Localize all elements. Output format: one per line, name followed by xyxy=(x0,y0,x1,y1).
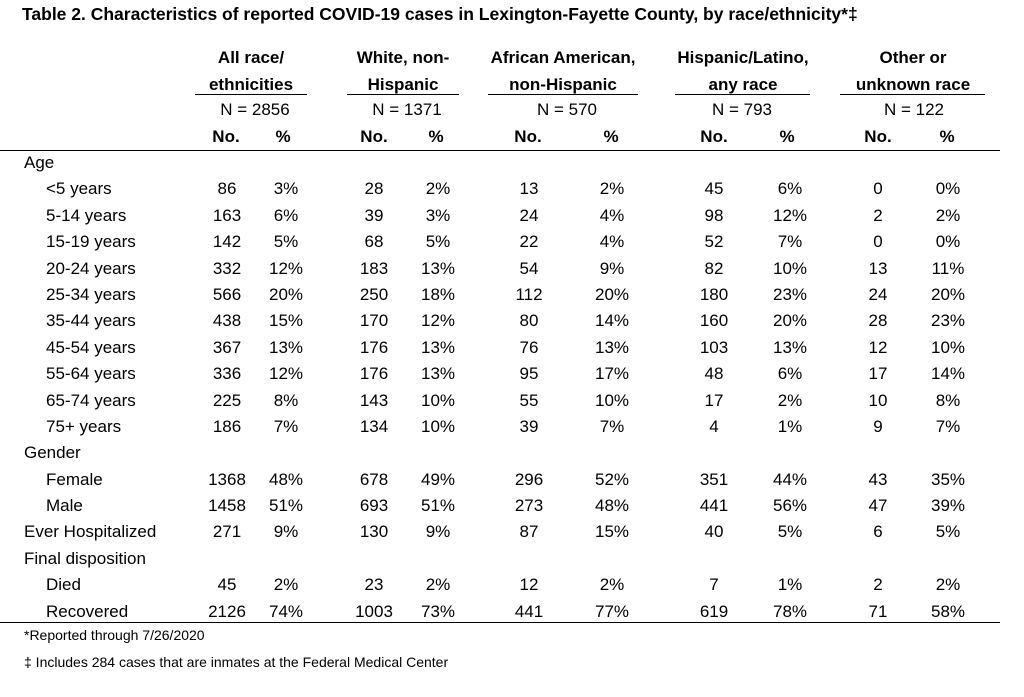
percent-cell: 4% xyxy=(599,205,625,225)
percent-cell: 2% xyxy=(935,205,961,225)
table-body xyxy=(0,150,1024,625)
row-label: 15-19 years xyxy=(46,232,136,252)
row-label: 55-64 years xyxy=(46,364,136,384)
count-cell: 112 xyxy=(515,284,543,304)
percent-cell: 3% xyxy=(273,179,299,199)
table-row xyxy=(0,467,1024,493)
row-label: 5-14 years xyxy=(46,205,127,225)
subheader-no: No. xyxy=(212,127,240,146)
percent-cell: 18% xyxy=(420,284,456,304)
count-cell: 271 xyxy=(212,522,242,542)
percent-cell: 5% xyxy=(935,522,961,542)
table-row xyxy=(0,493,1024,519)
count-cell: 28 xyxy=(364,179,384,199)
subheader-pct: % xyxy=(428,127,444,146)
percent-cell: 51% xyxy=(420,496,456,516)
count-cell: 13 xyxy=(519,179,539,199)
count-cell: 1458 xyxy=(208,496,246,516)
percent-cell: 12% xyxy=(268,258,304,278)
table-row xyxy=(0,308,1024,334)
percent-cell: 51% xyxy=(268,496,304,516)
count-cell: 296 xyxy=(514,469,544,489)
count-cell: 693 xyxy=(359,496,389,516)
percent-cell: 7% xyxy=(935,416,961,436)
subheader-pct: % xyxy=(603,127,619,146)
row-label: Male xyxy=(46,496,83,516)
percent-cell: 6% xyxy=(777,179,803,199)
count-cell: 2 xyxy=(873,575,883,595)
footnote-reported: *Reported through 7/26/2020 xyxy=(24,627,205,643)
count-cell: 176 xyxy=(359,337,389,357)
count-cell: 80 xyxy=(519,311,539,331)
percent-cell: 10% xyxy=(772,258,808,278)
row-label: Ever Hospitalized xyxy=(24,522,157,542)
percent-cell: 7% xyxy=(777,232,803,252)
table-row xyxy=(0,256,1024,282)
percent-cell: 12% xyxy=(268,364,304,384)
table-row xyxy=(0,176,1024,202)
count-cell: 438 xyxy=(212,311,242,331)
count-cell: 0 xyxy=(873,232,883,252)
percent-cell: 8% xyxy=(935,390,961,410)
count-cell: 2 xyxy=(873,205,883,225)
count-cell: 39 xyxy=(519,416,539,436)
count-cell: 23 xyxy=(364,575,384,595)
percent-cell: 2% xyxy=(425,575,451,595)
percent-cell: 10% xyxy=(930,337,966,357)
percent-cell: 2% xyxy=(425,179,451,199)
percent-cell: 4% xyxy=(599,232,625,252)
percent-cell: 11% xyxy=(931,258,965,278)
count-cell: 441 xyxy=(514,601,544,621)
count-cell: 367 xyxy=(212,337,242,357)
percent-cell: 2% xyxy=(777,390,803,410)
count-cell: 163 xyxy=(212,205,242,225)
count-cell: 351 xyxy=(699,469,729,489)
count-cell: 183 xyxy=(359,258,389,278)
count-cell: 130 xyxy=(359,522,389,542)
table-row xyxy=(0,388,1024,414)
percent-cell: 9% xyxy=(425,522,451,542)
percent-cell: 7% xyxy=(599,416,625,436)
percent-cell: 20% xyxy=(930,284,966,304)
table-row xyxy=(0,546,1024,572)
count-cell: 82 xyxy=(704,258,724,278)
subheader-no: No. xyxy=(864,127,892,146)
table-row xyxy=(0,282,1024,308)
row-label: 25-34 years xyxy=(46,284,136,304)
count-cell: 98 xyxy=(704,205,724,225)
count-cell: 186 xyxy=(212,416,242,436)
percent-cell: 13% xyxy=(420,337,456,357)
group-n-all: N = 2856 xyxy=(220,100,290,119)
percent-cell: 1% xyxy=(777,416,803,436)
count-cell: 47 xyxy=(868,496,888,516)
count-cell: 9 xyxy=(873,416,883,436)
row-label: Died xyxy=(46,575,81,595)
percent-cell: 52% xyxy=(594,469,630,489)
percent-cell: 9% xyxy=(599,258,625,278)
percent-cell: 13% xyxy=(420,364,456,384)
count-cell: 12 xyxy=(868,337,888,357)
subheader-pct: % xyxy=(779,127,795,146)
row-label: 45-54 years xyxy=(46,337,136,357)
group-n-hispanic: N = 793 xyxy=(711,100,772,119)
group-header-other: Other or unknown race xyxy=(855,48,971,94)
percent-cell: 10% xyxy=(420,416,456,436)
count-cell: 1368 xyxy=(208,469,246,489)
count-cell: 250 xyxy=(359,284,389,304)
count-cell: 225 xyxy=(212,390,242,410)
subheader-pct: % xyxy=(939,127,955,146)
subheader-pct: % xyxy=(275,127,291,146)
count-cell: 160 xyxy=(699,311,729,331)
count-cell: 40 xyxy=(704,522,724,542)
count-cell: 17 xyxy=(704,390,724,410)
percent-cell: 12% xyxy=(772,205,808,225)
footnote-inmates: ‡ Includes 284 cases that are inmates at the Federal Medical Center xyxy=(24,654,449,670)
percent-cell: 13% xyxy=(594,337,630,357)
count-cell: 24 xyxy=(868,284,888,304)
group-header-white: White, non- Hispanic xyxy=(356,48,450,94)
count-cell: 54 xyxy=(519,258,539,278)
row-label: 75+ years xyxy=(46,416,122,436)
group-n-african-american: N = 570 xyxy=(536,100,597,119)
count-cell: 95 xyxy=(519,364,539,384)
percent-cell: 35% xyxy=(930,469,966,489)
percent-cell: 5% xyxy=(425,232,451,252)
subheader-no: No. xyxy=(514,127,542,146)
percent-cell: 2% xyxy=(599,179,625,199)
count-cell: 6 xyxy=(873,522,883,542)
count-cell: 71 xyxy=(868,601,888,621)
percent-cell: 20% xyxy=(772,311,808,331)
percent-cell: 20% xyxy=(268,284,304,304)
row-label: 65-74 years xyxy=(46,390,136,410)
percent-cell: 6% xyxy=(777,364,803,384)
percent-cell: 48% xyxy=(594,496,630,516)
count-cell: 43 xyxy=(868,469,888,489)
subheader-no: No. xyxy=(700,127,728,146)
percent-cell: 2% xyxy=(273,575,299,595)
row-label: 20-24 years xyxy=(46,258,136,278)
count-cell: 68 xyxy=(364,232,384,252)
percent-cell: 14% xyxy=(594,311,630,331)
count-cell: 332 xyxy=(212,258,242,278)
count-cell: 10 xyxy=(868,390,888,410)
count-cell: 13 xyxy=(868,258,888,278)
percent-cell: 77% xyxy=(594,601,630,621)
percent-cell: 23% xyxy=(772,284,808,304)
percent-cell: 2% xyxy=(935,575,961,595)
row-label: Age xyxy=(24,153,55,172)
table-row xyxy=(0,414,1024,440)
percent-cell: 73% xyxy=(420,601,456,621)
percent-cell: 0% xyxy=(935,232,961,252)
count-cell: 45 xyxy=(217,575,237,595)
percent-cell: 23% xyxy=(930,311,966,331)
percent-cell: 15% xyxy=(594,522,630,542)
percent-cell: 0% xyxy=(935,179,961,199)
percent-cell: 5% xyxy=(777,522,803,542)
row-label: <5 years xyxy=(46,179,112,199)
subheader-no: No. xyxy=(360,127,388,146)
count-cell: 336 xyxy=(212,364,242,384)
percent-cell: 2% xyxy=(599,575,625,595)
row-label: Recovered xyxy=(46,601,129,621)
table-row xyxy=(0,361,1024,387)
percent-cell: 13% xyxy=(420,258,456,278)
count-cell: 170 xyxy=(359,311,389,331)
percent-cell: 3% xyxy=(425,205,451,225)
count-cell: 2126 xyxy=(208,601,246,621)
percent-cell: 58% xyxy=(930,601,966,621)
percent-cell: 56% xyxy=(772,496,808,516)
row-label: Final disposition xyxy=(24,548,146,568)
count-cell: 678 xyxy=(359,469,389,489)
group-n-white: N = 1371 xyxy=(372,100,442,119)
count-cell: 87 xyxy=(519,522,539,542)
row-label: Gender xyxy=(24,443,81,463)
percent-cell: 39% xyxy=(930,496,966,516)
count-cell: 17 xyxy=(868,364,888,384)
count-cell: 12 xyxy=(519,575,539,595)
count-cell: 86 xyxy=(217,179,237,199)
percent-cell: 1% xyxy=(777,575,803,595)
count-cell: 143 xyxy=(359,390,389,410)
count-cell: 7 xyxy=(709,575,719,595)
count-cell: 28 xyxy=(868,311,888,331)
percent-cell: 12% xyxy=(420,311,456,331)
percent-cell: 17% xyxy=(594,364,630,384)
percent-cell: 10% xyxy=(594,390,630,410)
row-label: Female xyxy=(46,469,103,489)
table-bottom-rule xyxy=(0,622,1000,623)
count-cell: 4 xyxy=(709,416,719,436)
count-cell: 134 xyxy=(359,416,389,436)
count-cell: 39 xyxy=(364,205,384,225)
count-cell: 142 xyxy=(212,232,242,252)
table-title: Table 2. Characteristics of reported COVID-19 cases in Lexington-Fayette County, by race/ethnicity*‡ xyxy=(22,4,858,24)
percent-cell: 14% xyxy=(930,364,966,384)
count-cell: 1003 xyxy=(355,601,393,621)
table-row xyxy=(0,150,1024,176)
percent-cell: 9% xyxy=(273,522,299,542)
table-row xyxy=(0,335,1024,361)
percent-cell: 8% xyxy=(273,390,299,410)
percent-cell: 13% xyxy=(772,337,808,357)
percent-cell: 74% xyxy=(268,601,304,621)
table-row xyxy=(0,440,1024,466)
group-n-other: N = 122 xyxy=(883,100,944,119)
count-cell: 180 xyxy=(699,284,729,304)
table-row xyxy=(0,203,1024,229)
row-label: 35-44 years xyxy=(46,311,136,331)
percent-cell: 6% xyxy=(273,205,299,225)
percent-cell: 15% xyxy=(268,311,304,331)
table-row xyxy=(0,229,1024,255)
percent-cell: 49% xyxy=(420,469,456,489)
count-cell: 103 xyxy=(699,337,729,357)
percent-cell: 78% xyxy=(772,601,808,621)
count-cell: 441 xyxy=(699,496,729,516)
count-cell: 0 xyxy=(873,179,883,199)
percent-cell: 44% xyxy=(772,469,808,489)
group-header-all: All race/ ethnicities xyxy=(208,48,294,94)
count-cell: 273 xyxy=(514,496,544,516)
table-row xyxy=(0,572,1024,598)
percent-cell: 10% xyxy=(420,390,456,410)
count-cell: 52 xyxy=(704,232,724,252)
count-cell: 48 xyxy=(704,364,724,384)
count-cell: 176 xyxy=(359,364,389,384)
count-cell: 45 xyxy=(704,179,724,199)
percent-cell: 5% xyxy=(273,232,299,252)
count-cell: 22 xyxy=(519,232,539,252)
count-cell: 566 xyxy=(212,284,242,304)
percent-cell: 20% xyxy=(594,284,630,304)
count-cell: 619 xyxy=(699,601,729,621)
percent-cell: 48% xyxy=(268,469,304,489)
count-cell: 24 xyxy=(519,205,539,225)
group-header-african-american: African American, non-Hispanic xyxy=(490,48,636,94)
table-row xyxy=(0,519,1024,545)
group-header-hispanic: Hispanic/Latino, any race xyxy=(677,48,809,94)
count-cell: 55 xyxy=(519,390,539,410)
count-cell: 76 xyxy=(519,337,539,357)
percent-cell: 7% xyxy=(273,416,299,436)
percent-cell: 13% xyxy=(268,337,304,357)
